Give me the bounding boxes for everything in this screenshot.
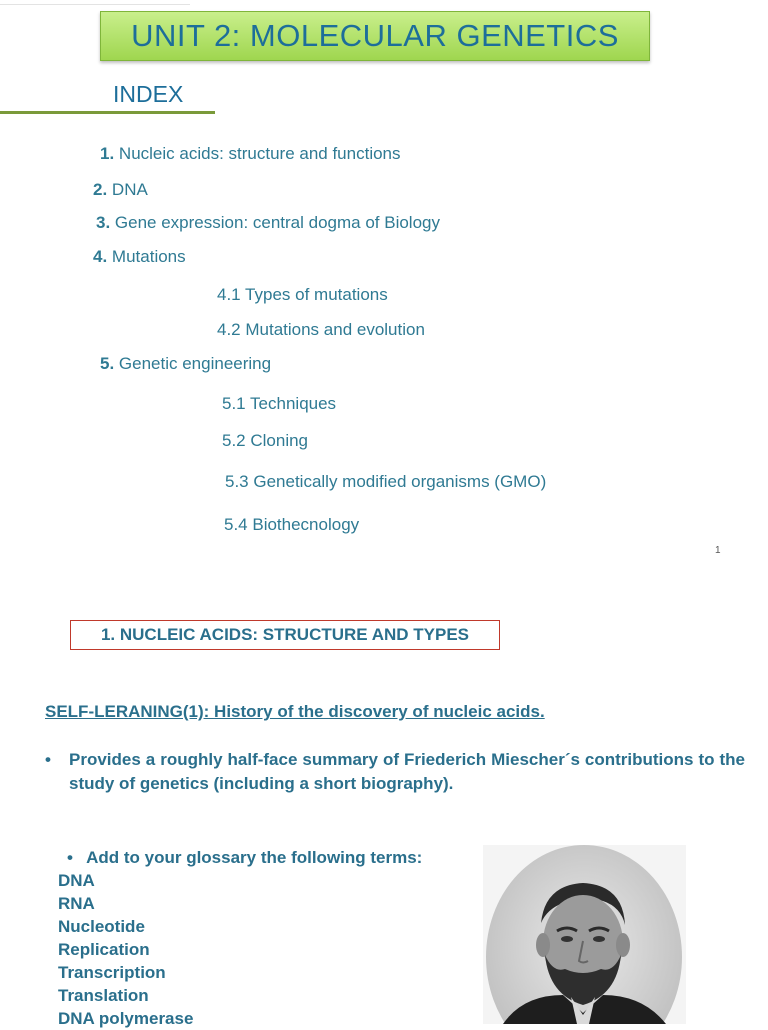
- glossary-bullet: •: [67, 848, 73, 867]
- toc-item-5-2: 5.2 Cloning: [222, 431, 309, 450]
- bullet-paragraph: [45, 748, 745, 796]
- glossary-block: [58, 846, 422, 1030]
- toc-item-4-2: 4.2 Mutations and evolution: [217, 320, 425, 339]
- toc-item-4-1: 4.1 Types of mutations: [217, 285, 388, 304]
- glossary-term: Replication: [58, 940, 150, 959]
- glossary-term: Translation: [58, 986, 149, 1005]
- glossary-term: Nucleotide: [58, 917, 145, 936]
- toc-item-1: 1. Nucleic acids: structure and functions: [100, 144, 401, 163]
- top-divider: [0, 4, 190, 5]
- index-heading: INDEX: [113, 81, 184, 107]
- toc-item-5: 5. Genetic engineering: [100, 354, 272, 373]
- glossary-term: Transcription: [58, 963, 166, 982]
- self-learning-heading: SELF-LERANING(1): History of the discovery of nucleic acids.: [45, 702, 545, 721]
- toc-item-5-3: 5.3 Genetically modified organisms (GMO): [225, 472, 547, 491]
- glossary-heading: Add to your glossary the following terms:: [86, 848, 423, 867]
- toc-item-2: 2. DNA: [93, 180, 148, 199]
- portrait-illustration: [483, 845, 686, 1024]
- bullet-text: Provides a roughly half-face summary of Friederich Miescher´s contributions to the study of genetics (including a short biography).: [69, 750, 745, 793]
- unit-title-banner: [100, 11, 650, 61]
- glossary-term: RNA: [58, 894, 95, 913]
- section-heading: 1. NUCLEIC ACIDS: STRUCTURE AND TYPES: [100, 625, 470, 644]
- toc-item-4: 4. Mutations: [93, 247, 186, 266]
- glossary-term: DNA polymerase: [58, 1009, 194, 1028]
- page-number: 1: [715, 545, 721, 556]
- index-underline: [0, 111, 215, 114]
- toc-item-5-1: 5.1 Techniques: [222, 394, 337, 413]
- toc-item-5-4: 5.4 Biothecnology: [224, 515, 360, 534]
- glossary-heading-line: [58, 846, 422, 869]
- glossary-term: DNA: [58, 871, 95, 890]
- unit-title: UNIT 2: MOLECULAR GENETICS: [131, 18, 619, 53]
- miescher-portrait-image: [483, 845, 686, 1024]
- toc-item-3: 3. Gene expression: central dogma of Biology: [96, 213, 440, 232]
- bullet-dot: •: [45, 750, 51, 769]
- section-heading-box: [70, 620, 500, 650]
